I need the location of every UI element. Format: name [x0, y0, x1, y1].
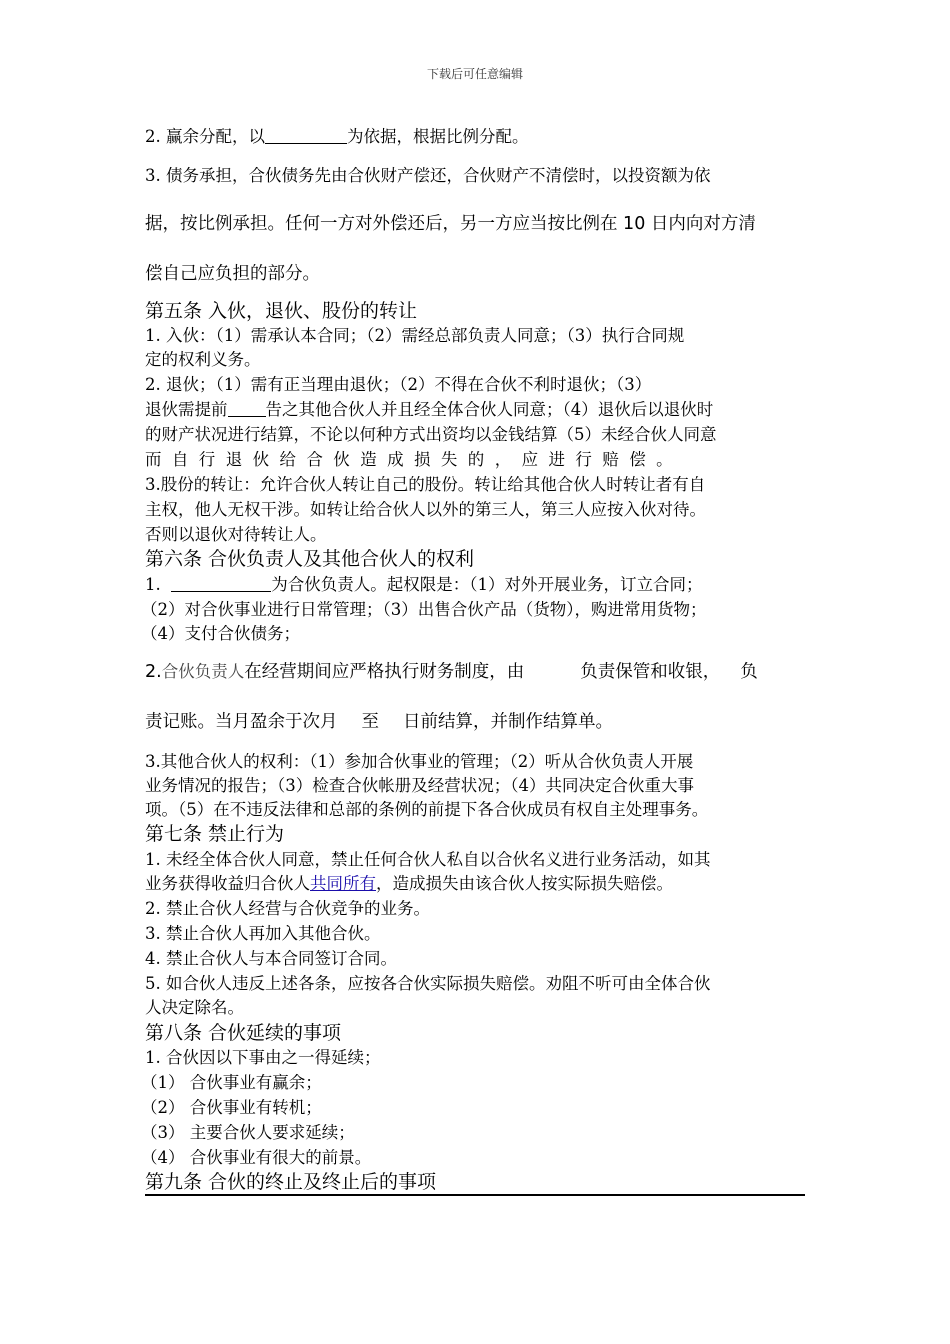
clause-line: 5. 如合伙人违反上述各条，应按各合伙实际损失赔偿。劝阻不听可由全体合伙 — [145, 974, 711, 993]
clause-line: 的财产状况进行结算，不论以何种方式出资均以金钱结算（5）未经合伙人同意 — [145, 425, 717, 444]
section-heading: 第九条 合伙的终止及终止后的事项 — [145, 1171, 437, 1193]
clause-line: 否则以退伙对待转让人。 — [145, 525, 327, 544]
clause-line — [145, 660, 810, 684]
clause-line: （2）对合伙事业进行日常管理；（3）出售合伙产品（货物），购进常用货物； — [141, 600, 707, 619]
text: 责记账。当月盈余于次月 — [145, 712, 338, 732]
clause-line: 3. 禁止合伙人再加入其他合伙。 — [145, 924, 381, 943]
clause-line: 定的权利义务。 — [145, 350, 261, 369]
section-heading: 第六条 合伙负责人及其他合伙人的权利 — [145, 548, 475, 570]
clause-line: 业务情况的报告；（3）检查合伙帐册及经营状况；（4）共同决定合伙重大事 — [145, 776, 694, 795]
clause-line: 1. 入伙：（1）需承认本合同；（2）需经总部负责人同意；（3）执行合同规 — [145, 326, 685, 345]
clause-line — [145, 573, 810, 597]
clause-line: 1. 合伙因以下事由之一得延续； — [145, 1048, 381, 1067]
section-heading: 第八条 合伙延续的事项 — [145, 1022, 342, 1044]
list-item: （1） 合伙事业有赢余； — [141, 1073, 322, 1092]
clause-line — [145, 398, 810, 422]
text: 合伙负责人 — [161, 662, 245, 681]
list-item: （2） 合伙事业有转机； — [141, 1098, 322, 1117]
clause-line: 人决定除名。 — [145, 998, 244, 1017]
clause-line: 2. 退伙；（1）需有正当理由退伙；（2）不得在合伙不利时退伙；（3） — [145, 375, 652, 394]
section-heading: 第五条 入伙，退伙、股份的转让 — [145, 300, 418, 322]
section-heading: 第七条 禁止行为 — [145, 823, 285, 845]
clause-line: 2. 禁止合伙人经营与合伙竞争的业务。 — [145, 899, 430, 918]
text: 2. — [145, 662, 162, 682]
list-item: （4） 合伙事业有很大的前景。 — [141, 1148, 372, 1167]
text: 2. 赢余分配，以 — [145, 127, 265, 146]
link-common-ownership[interactable]: 共同所有 — [310, 874, 376, 893]
clause-line — [145, 710, 810, 734]
text: 日前结算，并制作结算单。 — [403, 712, 613, 732]
page-header: 下载后可任意编辑 — [426, 67, 523, 81]
clause-line: 据，按比例承担。任何一方对外偿还后，另一方应当按比例在 10 日内向对方清 — [145, 214, 756, 234]
text: 在经营期间应严格执行财务制度，由 — [244, 662, 525, 682]
clause-line: 1. 未经全体合伙人同意，禁止任何合伙人私自以合伙名义进行业务活动，如其 — [145, 850, 711, 869]
clause-line: 而自行退伙给合伙造成损失的，应进行赔偿。 — [145, 450, 683, 469]
blank-field[interactable] — [228, 400, 266, 417]
clause-line: 主权，他人无权干涉。如转让给合伙人以外的第三人，第三人应按入伙对待。 — [145, 500, 706, 519]
blank-field[interactable] — [171, 575, 271, 592]
clause-line: 项。（5）在不违反法律和总部的条例的前提下各合伙成员有权自主处理事务。 — [145, 800, 709, 819]
text: 告之其他合伙人并且经全体合伙人同意；（4）退伙后以退伙时 — [265, 400, 714, 419]
clause-line: 3. 债务承担，合伙债务先由合伙财产偿还，合伙财产不清偿时，以投资额为依 — [145, 166, 711, 185]
blank-field[interactable] — [265, 127, 347, 144]
clause-line — [145, 872, 810, 896]
text: 业务获得收益归合伙人 — [145, 874, 310, 893]
clause-line: 3.股份的转让：允许合伙人转让自己的股份。转让给其他合伙人时转让者有自 — [145, 475, 706, 494]
bottom-divider — [145, 1194, 805, 1196]
text: 为合伙负责人。起权限是：（1）对外开展业务，订立合同； — [271, 575, 703, 594]
text: 负责保管和收银， — [580, 662, 721, 682]
clause-line: 4. 禁止合伙人与本合同签订合同。 — [145, 949, 397, 968]
text: 至 — [361, 712, 379, 732]
text: ，造成损失由该合伙人按实际损失赔偿。 — [376, 874, 673, 893]
clause-line — [145, 125, 810, 149]
list-item: （3） 主要合伙人要求延续； — [141, 1123, 355, 1142]
clause-line: 偿自己应负担的部分。 — [145, 264, 320, 284]
text: 1. — [145, 575, 161, 594]
clause-line: 3.其他合伙人的权利：（1）参加合伙事业的管理；（2）听从合伙负责人开展 — [145, 752, 694, 771]
text: 负 — [740, 662, 758, 682]
text: 为依据，根据比例分配。 — [347, 127, 529, 146]
clause-line: （4）支付合伙债务； — [141, 624, 300, 643]
text: 退伙需提前 — [145, 400, 228, 419]
